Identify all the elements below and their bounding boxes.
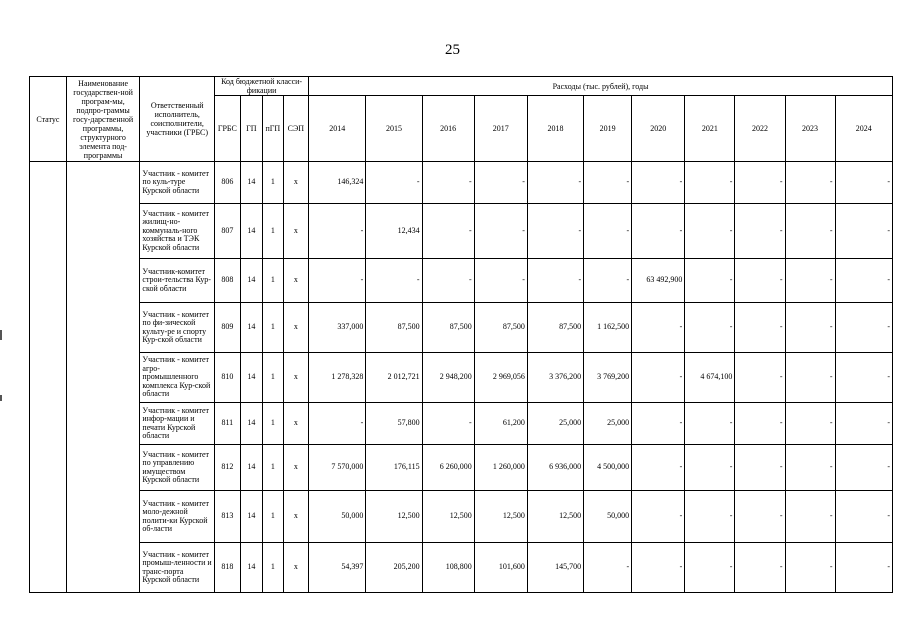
year-column-header: 2024 <box>835 96 892 162</box>
table-row <box>30 491 893 543</box>
expense-value-cell: 101,600 <box>474 543 527 593</box>
year-column-header: 2017 <box>474 96 527 162</box>
sep-cell: х <box>283 445 309 491</box>
expense-value-cell: - <box>835 162 892 204</box>
expense-value-cell: - <box>366 162 422 204</box>
grbs-column-header: ГРБС <box>215 96 241 162</box>
expense-value-cell: - <box>835 303 892 353</box>
expense-value-cell: 4 500,000 <box>584 445 632 491</box>
participant-cell: Участник - комитет моло-дежной полити-ки Курской об-ласти <box>140 491 215 543</box>
expense-value-cell: 63 492,900 <box>632 259 685 303</box>
table-row <box>30 403 893 445</box>
sep-cell: х <box>283 259 309 303</box>
expense-value-cell: 176,115 <box>366 445 422 491</box>
year-column-header: 2018 <box>527 96 583 162</box>
table-row <box>30 353 893 403</box>
pgp-cell: 1 <box>263 445 283 491</box>
expense-value-cell: 50,000 <box>584 491 632 543</box>
expense-value-cell: - <box>685 162 735 204</box>
expense-value-cell: - <box>584 162 632 204</box>
grbs-cell: 813 <box>215 491 241 543</box>
expense-value-cell: - <box>835 491 892 543</box>
sep-cell: х <box>283 491 309 543</box>
expense-value-cell: - <box>584 543 632 593</box>
expense-value-cell: 12,500 <box>422 491 474 543</box>
expense-value-cell: - <box>735 204 785 259</box>
year-column-header: 2022 <box>735 96 785 162</box>
table-row <box>30 303 893 353</box>
expense-value-cell: - <box>527 259 583 303</box>
expense-value-cell: 87,500 <box>527 303 583 353</box>
expense-value-cell: 25,000 <box>584 403 632 445</box>
expense-value-cell: - <box>632 491 685 543</box>
expense-value-cell: - <box>785 445 835 491</box>
expense-value-cell: 6 936,000 <box>527 445 583 491</box>
expense-value-cell: - <box>584 204 632 259</box>
expense-value-cell: 4 674,100 <box>685 353 735 403</box>
pgp-cell: 1 <box>263 491 283 543</box>
grbs-cell: 811 <box>215 403 241 445</box>
expense-value-cell: - <box>422 162 474 204</box>
expense-value-cell: 87,500 <box>474 303 527 353</box>
expense-value-cell: - <box>735 259 785 303</box>
expense-value-cell: - <box>309 259 366 303</box>
expense-value-cell: - <box>685 403 735 445</box>
expense-value-cell: - <box>835 204 892 259</box>
expense-value-cell: - <box>685 259 735 303</box>
expense-value-cell: - <box>584 259 632 303</box>
pgp-cell: 1 <box>263 204 283 259</box>
expense-value-cell: - <box>785 543 835 593</box>
pgp-cell: 1 <box>263 543 283 593</box>
expense-value-cell: 2 969,056 <box>474 353 527 403</box>
sep-cell: х <box>283 303 309 353</box>
expense-value-cell: - <box>735 445 785 491</box>
table-row <box>30 543 893 593</box>
expense-value-cell: - <box>685 543 735 593</box>
table-row <box>30 204 893 259</box>
participant-cell: Участник - комитет агро-промышленного комплекса Кур-ской области <box>140 353 215 403</box>
sep-column-header: СЭП <box>283 96 309 162</box>
expense-value-cell: 2 012,721 <box>366 353 422 403</box>
participant-cell: Участник - комитет по фи-зической культу-ре и спорту Кур-ской области <box>140 303 215 353</box>
expense-value-cell: - <box>735 403 785 445</box>
expense-value-cell: - <box>422 403 474 445</box>
expense-value-cell: 6 260,000 <box>422 445 474 491</box>
expense-value-cell: - <box>632 353 685 403</box>
gp-cell: 14 <box>240 491 262 543</box>
grbs-cell: 812 <box>215 445 241 491</box>
executor-header: Ответственный исполнитель, соисполнители, участники (ГРБС) <box>140 77 215 162</box>
expense-value-cell: 108,800 <box>422 543 474 593</box>
expense-value-cell: 25,000 <box>527 403 583 445</box>
expense-value-cell: 87,500 <box>366 303 422 353</box>
grbs-cell: 818 <box>215 543 241 593</box>
expense-value-cell: - <box>735 543 785 593</box>
expense-value-cell: - <box>835 403 892 445</box>
participant-cell: Участник - комитет по куль-туре Курской области <box>140 162 215 204</box>
expense-value-cell: 12,500 <box>527 491 583 543</box>
participant-cell: Участник - комитет промыш-ленности и транс-порта Курской области <box>140 543 215 593</box>
expense-value-cell: - <box>735 162 785 204</box>
expense-value-cell: - <box>309 204 366 259</box>
year-column-header: 2014 <box>309 96 366 162</box>
expense-value-cell: 54,397 <box>309 543 366 593</box>
gp-cell: 14 <box>240 353 262 403</box>
expense-value-cell: - <box>785 491 835 543</box>
expense-value-cell: - <box>632 204 685 259</box>
expense-value-cell: - <box>685 445 735 491</box>
expense-value-cell: - <box>785 259 835 303</box>
table-row <box>30 259 893 303</box>
gp-column-header: ГП <box>240 96 262 162</box>
grbs-cell: 808 <box>215 259 241 303</box>
expense-value-cell: - <box>422 259 474 303</box>
sep-cell: х <box>283 204 309 259</box>
expense-value-cell: 12,500 <box>366 491 422 543</box>
sep-cell: х <box>283 543 309 593</box>
year-column-header: 2016 <box>422 96 474 162</box>
participant-cell: Участник-комитет строи-тельства Кур-ской области <box>140 259 215 303</box>
expense-value-cell: - <box>632 162 685 204</box>
grbs-cell: 807 <box>215 204 241 259</box>
expense-value-cell: 1 260,000 <box>474 445 527 491</box>
expense-value-cell: 1 278,328 <box>309 353 366 403</box>
expense-value-cell: 57,800 <box>366 403 422 445</box>
budget-code-header: Код бюджетной класси-фикации <box>215 77 309 96</box>
year-column-header: 2021 <box>685 96 735 162</box>
expense-value-cell: 3 376,200 <box>527 353 583 403</box>
expense-value-cell: - <box>309 403 366 445</box>
expense-value-cell: - <box>785 353 835 403</box>
year-column-header: 2020 <box>632 96 685 162</box>
gp-cell: 14 <box>240 162 262 204</box>
budget-expenses-table <box>29 76 893 593</box>
program-name-cell <box>66 162 140 593</box>
expense-value-cell: - <box>685 303 735 353</box>
pgp-cell: 1 <box>263 162 283 204</box>
expense-value-cell: 205,200 <box>366 543 422 593</box>
expense-value-cell: - <box>474 259 527 303</box>
expense-value-cell: 337,000 <box>309 303 366 353</box>
program-name-header: Наименование государствен-ной програм-мы, подпро-граммы госу-дарственной программы, структурного элемента под-программы <box>66 77 140 162</box>
expense-value-cell: - <box>632 403 685 445</box>
expense-value-cell: - <box>735 491 785 543</box>
expense-value-cell: - <box>835 445 892 491</box>
expense-value-cell: - <box>835 259 892 303</box>
grbs-cell: 806 <box>215 162 241 204</box>
sep-cell: х <box>283 353 309 403</box>
grbs-cell: 810 <box>215 353 241 403</box>
expense-value-cell: - <box>835 353 892 403</box>
gp-cell: 14 <box>240 403 262 445</box>
expense-value-cell: - <box>422 204 474 259</box>
expense-value-cell: - <box>527 204 583 259</box>
expense-value-cell: - <box>685 204 735 259</box>
expense-value-cell: - <box>632 543 685 593</box>
table-row <box>30 445 893 491</box>
expense-value-cell: - <box>632 303 685 353</box>
status-cell <box>30 162 67 593</box>
expense-value-cell: 61,200 <box>474 403 527 445</box>
page-number: 25 <box>445 42 460 58</box>
pgp-cell: 1 <box>263 353 283 403</box>
expense-value-cell: 87,500 <box>422 303 474 353</box>
expense-value-cell: - <box>685 491 735 543</box>
pgp-cell: 1 <box>263 303 283 353</box>
expense-value-cell: 7 570,000 <box>309 445 366 491</box>
expense-value-cell: - <box>785 204 835 259</box>
participant-cell: Участник - комитет жилищ-но-коммуналь-ного хозяйства и ТЭК Курской области <box>140 204 215 259</box>
scan-edge-mark <box>0 330 2 340</box>
expense-value-cell: 146,324 <box>309 162 366 204</box>
expense-value-cell: - <box>735 353 785 403</box>
expense-value-cell: - <box>735 303 785 353</box>
expense-value-cell: - <box>632 445 685 491</box>
gp-cell: 14 <box>240 445 262 491</box>
expense-value-cell: - <box>474 162 527 204</box>
year-column-header: 2015 <box>366 96 422 162</box>
expense-value-cell: 12,434 <box>366 204 422 259</box>
gp-cell: 14 <box>240 204 262 259</box>
expense-value-cell: 12,500 <box>474 491 527 543</box>
expense-value-cell: - <box>474 204 527 259</box>
pgp-cell: 1 <box>263 259 283 303</box>
expense-value-cell: - <box>835 543 892 593</box>
sep-cell: х <box>283 403 309 445</box>
sep-cell: х <box>283 162 309 204</box>
participant-cell: Участник - комитет по управлению имуществом Курской области <box>140 445 215 491</box>
status-header: Статус <box>30 77 67 162</box>
pgp-column-header: пГП <box>263 96 283 162</box>
gp-cell: 14 <box>240 303 262 353</box>
expense-value-cell: - <box>785 303 835 353</box>
year-column-header: 2023 <box>785 96 835 162</box>
expense-value-cell: - <box>785 162 835 204</box>
pgp-cell: 1 <box>263 403 283 445</box>
expense-value-cell: - <box>527 162 583 204</box>
gp-cell: 14 <box>240 543 262 593</box>
participant-cell: Участник - комитет инфор-мации и печати Курской области <box>140 403 215 445</box>
expense-value-cell: 1 162,500 <box>584 303 632 353</box>
table-row <box>30 162 893 204</box>
expense-value-cell: - <box>366 259 422 303</box>
expense-value-cell: 145,700 <box>527 543 583 593</box>
expense-value-cell: 3 769,200 <box>584 353 632 403</box>
expenses-header: Расходы (тыс. рублей), годы <box>309 77 893 96</box>
gp-cell: 14 <box>240 259 262 303</box>
scan-edge-mark <box>0 395 2 401</box>
expense-value-cell: 50,000 <box>309 491 366 543</box>
year-column-header: 2019 <box>584 96 632 162</box>
grbs-cell: 809 <box>215 303 241 353</box>
expense-value-cell: 2 948,200 <box>422 353 474 403</box>
expense-value-cell: - <box>785 403 835 445</box>
